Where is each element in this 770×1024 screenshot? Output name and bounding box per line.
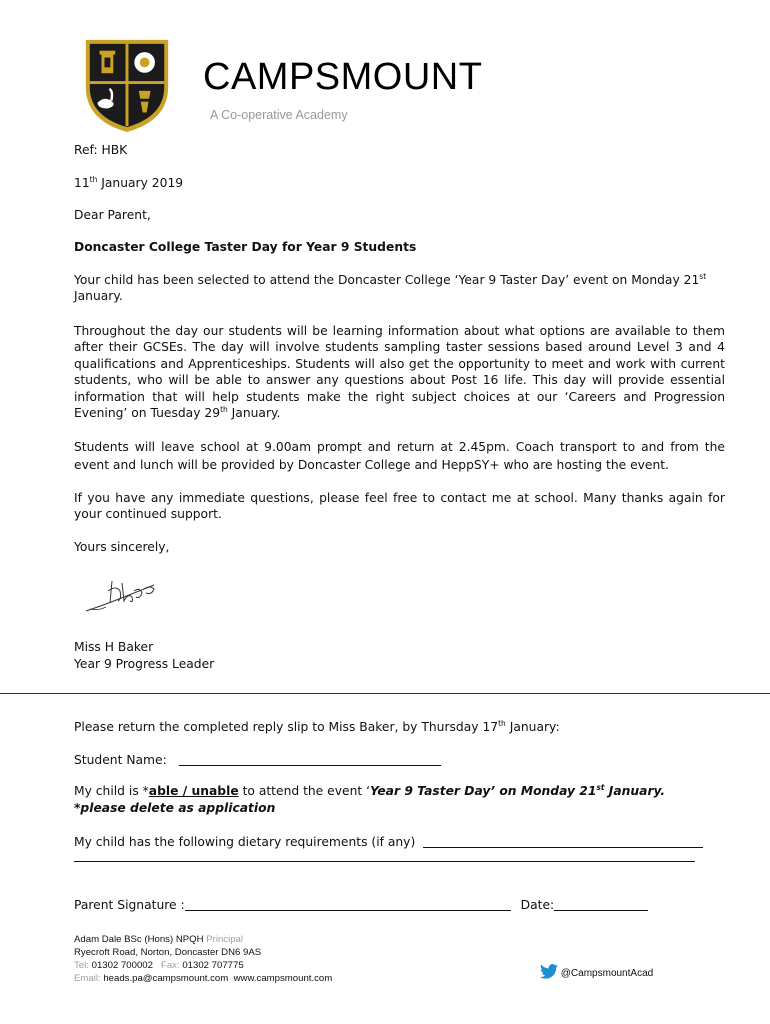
handwritten-signature [84,575,162,615]
delete-note: *please delete as application [74,801,276,815]
dietary-field[interactable] [423,835,703,848]
dietary-field-line-2[interactable] [74,861,695,862]
signatory-name: Miss H Baker [74,640,154,654]
student-name-row [74,752,734,768]
attendance-choice[interactable]: able / unable [148,784,239,798]
school-tagline: A Co-operative Academy [210,108,348,122]
reply-slip-divider [0,693,770,694]
parent-signature-row [74,897,734,913]
reply-slip-instruction: Please return the completed reply slip to Miss Baker, by Thursday 17th January: [74,719,560,734]
letter-subject: Doncaster College Taster Day for Year 9 Students [74,240,417,254]
paragraph-day-details: Throughout the day our students will be learning information about what options are available to them after their GCSEs. The day will involve students sampling taster sessions based around Level 3 and 4 qualifications and Apprenticeships. Students will also get the opportunity to meet and work with current students, who will be able to answer any questions about Post 16 life. This day will provide essential information that will help students make the right subject choices at our ‘Careers and Progression Evening’ on Tuesday 29th January. [74,324,725,421]
parent-signature-label: Parent Signature : [74,898,185,912]
attendance-row: My child is *able / unable to attend the event ‘Year 9 Taster Day’ on Monday 21st January. [74,783,666,798]
salutation: Dear Parent, [74,208,151,222]
reference: Ref: HBK [74,143,128,157]
student-name-label: Student Name: [74,753,167,767]
twitter-handle: @CampsmountAcad [540,964,653,979]
school-crest-logo [78,36,176,134]
parent-signature-field[interactable] [185,898,511,911]
dietary-label: My child has the following dietary requirements (if any) [74,835,416,849]
paragraph-transport: Students will leave school at 9.00am prompt and return at 2.45pm. Coach transport to and from the event and lunch will be provided by Doncaster College and HeppSY+ who are hosting the event. [74,440,725,472]
letter-date: 11th January 2019 [74,175,184,190]
dietary-row [74,834,734,850]
paragraph-questions: If you have any immediate questions, please feel free to contact me at school. Many thanks again for your continued support. [74,491,725,522]
date-field[interactable] [554,898,648,911]
paragraph-selection: Your child has been selected to attend the Doncaster College ‘Year 9 Taster Day’ event on Monday 21st January. [74,272,707,304]
twitter-bird-icon [540,964,558,979]
student-name-field[interactable] [179,753,441,766]
signatory-title: Year 9 Progress Leader [74,657,215,671]
closing: Yours sincerely, [74,540,170,554]
date-label: Date: [520,898,555,912]
school-name: CAMPSMOUNT [203,56,483,98]
footer-contact: Adam Dale BSc (Hons) NPQH Principal Ryecroft Road, Norton, Doncaster DN6 9AS Tel: 01302 700002 Fax: 01302 707775 Email: heads.pa@campsmount.com www.campsmount.com [74,934,333,984]
